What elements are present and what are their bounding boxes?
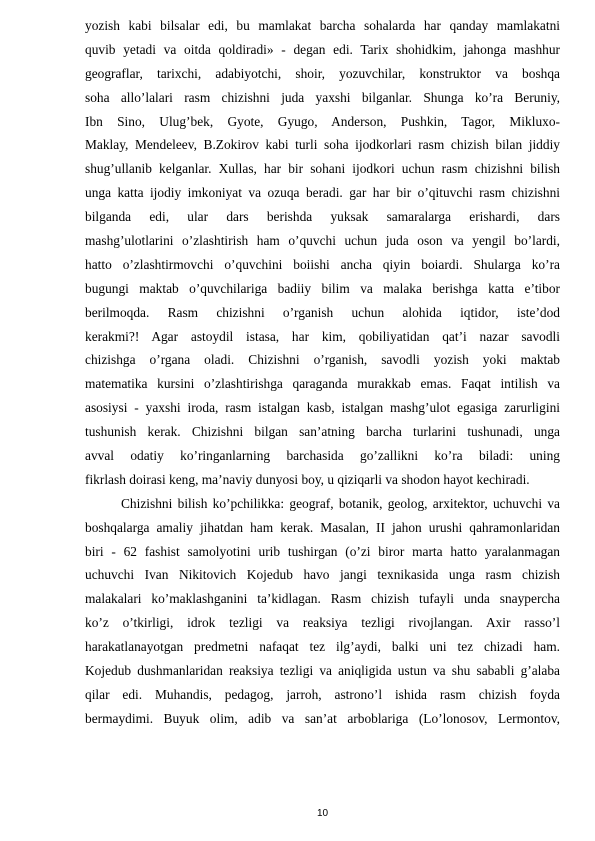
text-line: boshqalarga amaliy jihatdan ham kerak. Masalan, II jahon urushi qahramonlaridan [85, 519, 560, 535]
text-line: mashg’ulotlarini o’zlashtirish ham o’quvchi uchun juda oson va yengil bo’lardi, [85, 233, 560, 249]
text-line: soha allo’lalari rasm chizishni juda yaxshi bilganlar. Shunga ko’ra Beruniy, [85, 89, 560, 105]
text-line: Chizishni bilish ko’pchilikka: geograf, botanik, geolog, arxitektor, uchuvchi va [121, 495, 560, 511]
text-line: unga katta ijodiy imkoniyat va ozuqa beradi. gar har bir o’qituvchi rasm chizishni [85, 185, 560, 201]
text-line: bilganda edi, ular dars berishda yuksak samaralarga erishardi, dars [85, 209, 560, 225]
text-line: uchuvchi Ivan Nikitovich Kojedub havo jangi texnikasida unga rasm chizish [85, 567, 560, 583]
text-line: chizishga o’rgana oladi. Chizishni o’rganish, savodli yozish yoki maktab [85, 352, 560, 368]
text-line: biri - 62 fashist samolyotini urib tushirgan (o’zi biror marta hatto yaralanmagan [85, 543, 560, 559]
text-line: hatto o’zlashtirmovchi o’quvchini boiishi ancha qiyin boiardi. Shularga ko’ra [85, 256, 560, 272]
text-line: harakatlanayotgan predmetni nafaqat tez ilg’aydi, balki uni tez chizadi ham. [85, 639, 560, 655]
text-line: kerakmi?! Agar astoydil istasa, har kim, qobiliyatidan qat’i nazar savodli [85, 328, 560, 344]
text-line: Ibn Sino, Ulug’bek, Gyote, Gyugo, Anderson, Pushkin, Tagor, Mikluxo- [85, 113, 560, 129]
text-line: quvib yetadi va oitda qoldiradi» - degan edi. Tarix shohidkim, jahonga mashhur [85, 41, 560, 57]
body-text [85, 14, 560, 731]
text-line: tushunish kerak. Chizishni bilgan san’atning barcha turlarini tushunadi, unga [85, 424, 560, 440]
text-line: malakalari ko’maklashganini ta’kidlagan. Rasm chizish tufayli unda snaypercha [85, 591, 560, 607]
text-line: shug’ullanib kelganlar. Xullas, har bir sohani ijodkori uchun rasm chizishni bilish [85, 161, 560, 177]
text-line: berilmoqda. Rasm chizishni o’rganish uchun alohida iqtidor, iste’dod [85, 304, 560, 320]
text-line: matematika kursini o’zlashtirishga qaraganda murakkab emas. Faqat intilish va [85, 376, 560, 392]
text-line: Maklay, Mendeleev, B.Zokirov kabi turli soha ijodkorlari rasm chizish bilan jiddiy [85, 137, 560, 153]
text-line: geograflar, tarixchi, adabiyotchi, shoir, yozuvchilar, konstruktor va boshqa [85, 65, 560, 81]
text-line: yozish kabi bilsalar edi, bu mamlakat barcha sohalarda har qanday mamlakatni [85, 18, 560, 33]
text-line: qilar edi. Muhandis, pedagog, jarroh, astrono’l ishida rasm chizish foyda [85, 686, 560, 702]
text-line: ko’z o’tkirligi, idrok tezligi va reaksiya tezligi rivojlangan. Axir rasso’l [85, 615, 560, 631]
text-line: asosiysi - yaxshi iroda, rasm istalgan kasb, istalgan mashg’ulot egasiga zarurligini [85, 400, 560, 416]
page-number: 10 [316, 808, 329, 819]
text-line: fikrlash doirasi keng, ma’naviy dunyosi boy, u qiziqarli va shodon hayot kechiradi. [85, 471, 530, 487]
text-line: bermaydimi. Buyuk olim, adib va san’at arboblariga (Lo’lonosov, Lermontov, [85, 710, 560, 726]
text-line: Kojedub dushmanlaridan reaksiya tezligi va aniqligida ustun va shu sababli g’alaba [85, 663, 560, 679]
text-line: bugungi maktab o’quvchilariga badiiy bilim va malaka berishga katta e’tibor [85, 280, 560, 296]
text-line: avval odatiy ko’ringanlarning barchasida go’zallikni ko’ra biladi: uning [85, 448, 560, 464]
